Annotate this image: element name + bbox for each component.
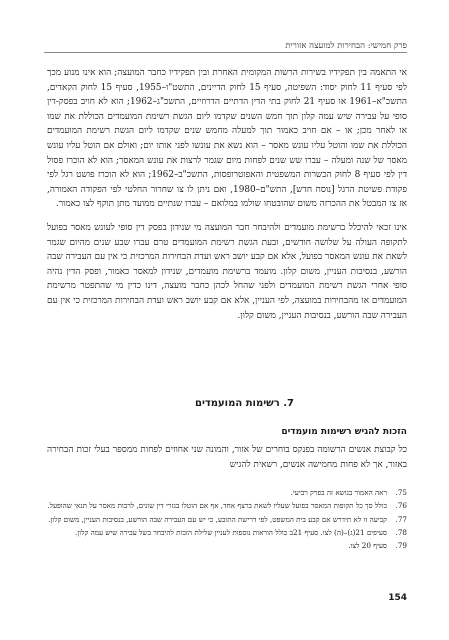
footnote <box>47 500 407 511</box>
sub-heading: הזכות להגיש רשימות מועמדים <box>281 427 407 437</box>
header-rule <box>44 52 407 53</box>
main-text <box>47 66 407 332</box>
section-title: 7. רשימות המועמדים <box>195 398 294 409</box>
footnote-number: 75. <box>395 488 407 497</box>
footnote-text: ראה האמור בנושא זה בפרק רביעי. <box>290 488 387 497</box>
footnote-text: כולל סך כל תקופות המאסר בפועל שעליו לשאת ברצף אחד, אף אם הוטלו בגזרי דין שונים, לרבות מאסר על תנאי שהופעל. <box>47 501 387 511</box>
paragraph: אי התאמה בין תפקידיו בשירות הרשות המקומית האחרת ובין תפקידיו כחבר המועצה; הוא אינו מנוע מכך לפי סעיף 11 לחוק יסוד: השפיטה, סעיף 15 לחוק הדיינים, התשט"ו–1955, סעיף 15 לחוק הקאדים, התשכ"א–1961 או סעיף 21 לחוק בתי הדין הדתיים הדרוזיים, התשכ"ג–1962; הוא לא חויב בפסק-דין סופי על עבירה שיש עמה קלון תוך חמש השנים שקדמו ליום הגשת רשימת המועמדים הכוללת את שמו או לאחר מכן; או – אם חויב כאמור תוך למעלה מחמש שנים שקדמו ליום הגשת רשימת המועמדים הכוללת את שמו והוטל עליו עונש מאסר – הוא נשא את עונשו לפני אותו יום; ואולם אם הוטל עליו עונש מאסר של שנה ומעלה – עברו שש שנים לפחות מיום שגמר לרצות את עונש המאסר; הוא לא הוכרז פסול דין לפי סעיף 8 לחוק הכשרות המשפטית והאפוטרופסות, התשכ"ב–1962; הוא לא הוכרז פושט רגל לפי פקודת פשיטת הרגל [נוסח חדש], התש"ם–1980, ואם ניתן לו צו שחרור החלטי לפי הפקודה האמורה, אז צו המבטל את ההכרזה משום שהובטחו שולמו במלואם – עברו שנתיים ממועד מתן תוקף לצו כאמור. <box>47 68 407 210</box>
footnote <box>47 514 407 525</box>
page-number: 154 <box>388 593 407 603</box>
footnote-number: 78. <box>395 527 407 537</box>
footnote-number: 77. <box>395 514 407 524</box>
running-head: פרק חמישי: הבחירות למועצה אזורית <box>285 41 407 51</box>
footnote-number: 79. <box>395 541 407 551</box>
footnote-text: סעיפים 21(ג)–(ה) לצו. סעיף 21ב כולל הוראות נוספות לעניין שלילת הזכות להיבחר בשל עבירה שיש עמה קלון. <box>75 527 387 537</box>
footnote <box>47 487 407 498</box>
footnote <box>47 540 407 551</box>
paragraph: כל קבוצת אנשים הרשומה בפנקס בוחרים של אזור, והמונה שני אחוזים לפחות ממספר בעלי זכות הבחירה באזור, אך לא פחות מחמישה אנשים, רשאית להגיש <box>47 445 407 470</box>
footnote-text: סעיף 20 לצו. <box>348 541 387 551</box>
footnote-text: קביעה זו לא תידרש אם קבע בית המשפט, לפי דרישת התובע, כי יש עם העבירה שבה הורשע, בנסיבות העניין, משום קלון. <box>48 514 387 524</box>
footnote <box>47 527 407 538</box>
footnotes <box>47 487 407 553</box>
paragraph: אינו זכאי להיכלל ברשימת מועמדים ולהיבחר חבר המועצה מי שנידון בפסק דין סופי לעונש מאסר בפועל לתקופה העולה על שלושה חודשים, ובעת הגשת רשימת המועמדים טרם עברו שבע שנים מהיום שגמר לשאת את עונש המאסר בפועל, אלא אם קבע יושב ראש ועדת הבחירות המרכזית כי אין עם העבירה שבה הורשע, בנסיבות העניין, משום קלון. מועמד ברשימת מועמדים, שנידון למאסר כאמור, ופסק הדין נהיה סופי אחרי הגשת רשימת המועמדים ולפני שהחל לכהן כחבר מועצה, דינו כדין מי שהתפטר מרשימת המועמדים או מהבחירות במועצה, לפי העניין, אלא אם קבע יושב ראש ועדת הבחירות המרכזית כי אין עם העבירה שבה הורשע, בנסיבות העניין, משום קלון. <box>47 222 407 321</box>
footnote-number: 76. <box>395 501 407 511</box>
